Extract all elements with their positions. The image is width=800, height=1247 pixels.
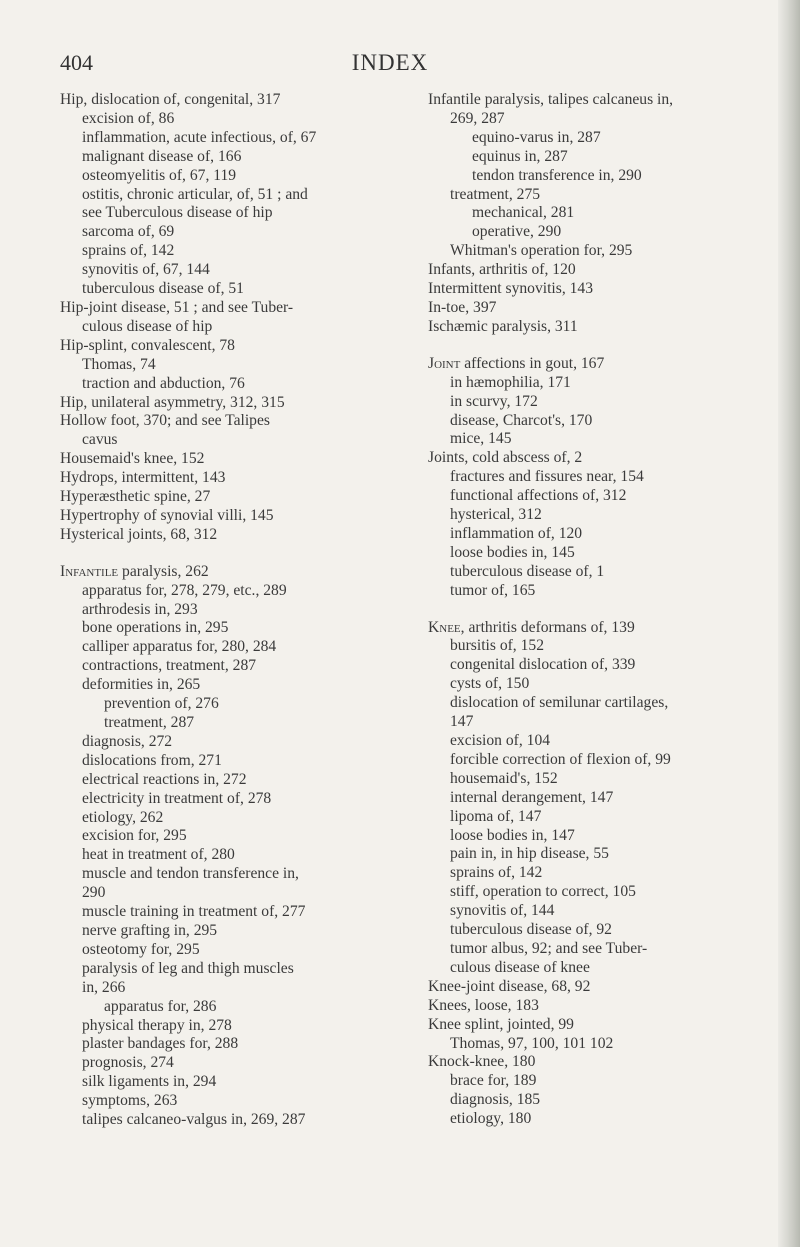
- index-subentry: [428, 656, 770, 675]
- entry-text: treatment, 275: [450, 185, 541, 203]
- entry-text: Hip-joint disease, 51 ; and see Tuber-: [60, 298, 294, 316]
- index-heading: [60, 450, 400, 469]
- index-subentry: [60, 790, 400, 809]
- index-heading: [428, 1053, 770, 1072]
- entry-text: dislocations from, 271: [82, 751, 222, 769]
- index-subentry: [60, 638, 400, 657]
- index-subentry: [428, 864, 770, 883]
- entry-text: bursitis of, 152: [450, 637, 544, 655]
- entry-text: sprains of, 142: [450, 864, 543, 882]
- section-gap: [60, 545, 400, 563]
- index-subentry: [60, 676, 400, 695]
- entry-text: brace for, 189: [450, 1072, 537, 1090]
- index-heading: [60, 526, 400, 545]
- entry-text: affections in gout, 167: [460, 354, 605, 372]
- index-subentry: [428, 902, 770, 921]
- index-subentry: [428, 694, 770, 713]
- entry-text: cysts of, 150: [450, 675, 530, 693]
- index-heading: [428, 997, 770, 1016]
- entry-text: Thomas, 74: [82, 355, 156, 373]
- index-heading: [60, 507, 400, 526]
- entry-text: equino-varus in, 287: [472, 128, 601, 146]
- index-subentry: [428, 506, 770, 525]
- entry-text: Infantile paralysis, talipes calcaneus in,: [428, 91, 674, 108]
- index-subentry: [428, 186, 770, 205]
- entry-text: diagnosis, 272: [82, 732, 173, 750]
- entry-text: 290: [82, 884, 106, 902]
- entry-text: see Tuberculous disease of hip: [82, 204, 273, 222]
- index-subentry: [60, 601, 400, 620]
- section-gap: [428, 337, 770, 355]
- entry-text: in, 266: [82, 978, 126, 996]
- index-subentry: [428, 1072, 770, 1091]
- index-subentry: [428, 393, 770, 412]
- entry-text: plaster bandages for, 288: [82, 1035, 239, 1053]
- entry-text: tumor of, 165: [450, 581, 536, 599]
- entry-text: deformities in, 265: [82, 676, 201, 694]
- entry-text: mechanical, 281: [472, 204, 575, 222]
- index-heading: [60, 299, 400, 318]
- entry-text: mice, 145: [450, 430, 512, 448]
- index-heading: [428, 449, 770, 468]
- entry-text: disease, Charcot's, 170: [450, 411, 593, 429]
- index-continuation: [60, 884, 400, 903]
- entry-text: dislocation of semilunar cartilages,: [450, 694, 669, 712]
- entry-text: nerve grafting in, 295: [82, 921, 218, 939]
- index-subentry: [428, 563, 770, 582]
- index-subentry: [60, 960, 400, 979]
- index-subentry: [428, 940, 770, 959]
- entry-text: Hysterical joints, 68, 312: [60, 525, 218, 543]
- entry-text: prevention of, 276: [104, 695, 219, 713]
- index-subentry: [428, 525, 770, 544]
- index-heading: [60, 412, 400, 431]
- index-heading: [60, 91, 400, 110]
- entry-text: loose bodies in, 145: [450, 543, 575, 561]
- index-subentry: [60, 922, 400, 941]
- entry-text: diagnosis, 185: [450, 1091, 541, 1109]
- entry-text: Hydrops, intermittent, 143: [60, 469, 226, 487]
- entry-text: Hip, dislocation of, congenital, 317: [60, 91, 281, 108]
- entry-text: Knees, loose, 183: [428, 996, 539, 1014]
- index-heading: [428, 280, 770, 299]
- index-continuation: [60, 318, 400, 337]
- entry-text: electricity in treatment of, 278: [82, 789, 272, 807]
- section-lead-word: Infantile: [60, 562, 119, 580]
- entry-text: stiff, operation to correct, 105: [450, 883, 636, 901]
- index-subentry: [428, 242, 770, 261]
- section-lead-word: Knee: [428, 618, 461, 636]
- index-subentry: [428, 582, 770, 601]
- entry-text: equinus in, 287: [472, 147, 568, 165]
- index-subentry: [60, 1017, 400, 1036]
- entry-text: synovitis of, 144: [450, 902, 555, 920]
- entry-text: prognosis, 274: [82, 1054, 174, 1072]
- index-continuation: [428, 713, 770, 732]
- page-edge-shadow: [778, 0, 800, 1247]
- entry-text: functional affections of, 312: [450, 487, 627, 505]
- index-heading: [60, 488, 400, 507]
- entry-text: electrical reactions in, 272: [82, 770, 247, 788]
- entry-text: in hæmophilia, 171: [450, 373, 571, 391]
- entry-text: sarcoma of, 69: [82, 223, 175, 241]
- index-heading: [428, 978, 770, 997]
- entry-text: excision for, 295: [82, 827, 187, 845]
- index-subentry: [60, 223, 400, 242]
- entry-text: Hyperæsthetic spine, 27: [60, 488, 211, 506]
- entry-text: housemaid's, 152: [450, 769, 558, 787]
- index-continuation: [428, 959, 770, 978]
- index-subentry: [428, 374, 770, 393]
- entry-text: apparatus for, 278, 279, etc., 289: [82, 581, 287, 599]
- entry-text: Joints, cold abscess of, 2: [428, 449, 583, 467]
- entry-text: ostitis, chronic articular, of, 51 ; and: [82, 185, 308, 203]
- index-continuation: [60, 979, 400, 998]
- index-subentry: [428, 770, 770, 789]
- entry-text: tendon transference in, 290: [472, 166, 642, 184]
- entry-text: Ischæmic paralysis, 311: [428, 317, 578, 335]
- index-continuation: [60, 204, 400, 223]
- index-continuation: [428, 110, 770, 129]
- index-subentry: [60, 1111, 400, 1130]
- entry-text: Infants, arthritis of, 120: [428, 261, 576, 279]
- entry-text: cavus: [82, 431, 118, 449]
- entry-text: In-toe, 397: [428, 298, 497, 316]
- entry-text: congenital dislocation of, 339: [450, 656, 636, 674]
- index-subentry: [428, 1035, 770, 1054]
- index-subentry: [428, 789, 770, 808]
- index-subentry: [428, 883, 770, 902]
- index-column-right: [428, 91, 770, 1129]
- entry-text: tumor albus, 92; and see Tuber-: [450, 939, 648, 957]
- entry-text: osteomyelitis of, 67, 119: [82, 166, 237, 184]
- entry-text: inflammation of, 120: [450, 524, 583, 542]
- index-subentry: [60, 1035, 400, 1054]
- index-subentry: [60, 941, 400, 960]
- index-subentry: [428, 1110, 770, 1129]
- entry-text: excision of, 86: [82, 109, 175, 127]
- entry-text: calliper apparatus for, 280, 284: [82, 638, 277, 656]
- entry-text: Whitman's operation for, 295: [450, 242, 633, 260]
- entry-text: hysterical, 312: [450, 506, 542, 524]
- index-subentry: [60, 1073, 400, 1092]
- index-subentry: [60, 167, 400, 186]
- entry-text: tuberculous disease of, 1: [450, 562, 605, 580]
- index-subentry: [60, 129, 400, 148]
- entry-text: culous disease of hip: [82, 317, 213, 335]
- index-subentry: [428, 751, 770, 770]
- section-gap: [428, 601, 770, 619]
- index-subentry: [428, 487, 770, 506]
- entry-text: heat in treatment of, 280: [82, 846, 235, 864]
- index-heading: [428, 91, 770, 110]
- index-subentry: [60, 827, 400, 846]
- index-subentry: [428, 148, 770, 167]
- entry-text: loose bodies in, 147: [450, 826, 575, 844]
- index-subentry: [428, 129, 770, 148]
- index-subentry: [60, 280, 400, 299]
- index-subentry: [60, 356, 400, 375]
- index-subentry: [428, 412, 770, 431]
- index-subentry: [428, 637, 770, 656]
- index-subentry: [428, 827, 770, 846]
- entry-text: 147: [450, 713, 474, 731]
- index-subentry: [428, 675, 770, 694]
- entry-text: tuberculous disease of, 51: [82, 280, 244, 298]
- index-subentry: [60, 846, 400, 865]
- index-subentry: [428, 1091, 770, 1110]
- entry-text: malignant disease of, 166: [82, 147, 242, 165]
- index-subentry: [60, 752, 400, 771]
- entry-text: synovitis of, 67, 144: [82, 261, 210, 279]
- entry-text: treatment, 287: [104, 714, 195, 731]
- index-subentry: [60, 865, 400, 884]
- entry-text: Intermittent synovitis, 143: [428, 280, 594, 298]
- entry-text: muscle and tendon transference in,: [82, 865, 299, 883]
- index-subentry: [60, 733, 400, 752]
- index-subentry: [428, 430, 770, 449]
- index-subentry: [428, 204, 770, 223]
- index-subentry: [60, 110, 400, 129]
- entry-text: etiology, 262: [82, 808, 164, 826]
- entry-text: osteotomy for, 295: [82, 940, 200, 958]
- entry-text: muscle training in treatment of, 277: [82, 903, 306, 921]
- entry-text: internal derangement, 147: [450, 788, 614, 806]
- index-subentry: [60, 809, 400, 828]
- entry-text: Thomas, 97, 100, 101 102: [450, 1034, 614, 1052]
- index-subentry: [428, 468, 770, 487]
- entry-text: forcible correction of flexion of, 99: [450, 750, 671, 768]
- entry-text: pain in, in hip disease, 55: [450, 845, 609, 863]
- entry-text: operative, 290: [472, 223, 562, 241]
- entry-text: paralysis, 262: [118, 562, 209, 580]
- entry-text: Knock-knee, 180: [428, 1053, 536, 1071]
- index-subentry: [60, 657, 400, 676]
- entry-text: apparatus for, 286: [104, 997, 217, 1015]
- index-heading: [428, 1016, 770, 1035]
- entry-text: etiology, 180: [450, 1110, 532, 1128]
- page-header: [60, 50, 720, 80]
- index-heading: [60, 337, 400, 356]
- entry-text: arthrodesis in, 293: [82, 600, 198, 618]
- entry-text: fractures and fissures near, 154: [450, 468, 644, 486]
- index-heading: [60, 469, 400, 488]
- entry-text: symptoms, 263: [82, 1092, 178, 1110]
- index-subentry: [428, 808, 770, 827]
- index-column-left: [60, 91, 400, 1130]
- entry-text: contractions, treatment, 287: [82, 657, 257, 675]
- index-subentry: [428, 223, 770, 242]
- running-head: INDEX: [351, 50, 429, 75]
- index-subentry: [60, 375, 400, 394]
- entry-text: in scurvy, 172: [450, 392, 538, 410]
- index-heading: [428, 355, 770, 374]
- entry-text: physical therapy in, 278: [82, 1016, 232, 1034]
- index-heading: [428, 261, 770, 280]
- index-subentry: [60, 148, 400, 167]
- entry-text: bone operations in, 295: [82, 619, 229, 637]
- index-subentry: [60, 903, 400, 922]
- entry-text: lipoma of, 147: [450, 807, 542, 825]
- index-heading: [60, 394, 400, 413]
- index-subentry: [428, 845, 770, 864]
- entry-text: culous disease of knee: [450, 958, 590, 976]
- index-heading: [60, 563, 400, 582]
- index-subentry: [60, 582, 400, 601]
- entry-text: silk ligaments in, 294: [82, 1073, 217, 1091]
- entry-text: , arthritis deformans of, 139: [460, 618, 635, 636]
- entry-text: Housemaid's knee, 152: [60, 450, 205, 468]
- index-subentry: [60, 1054, 400, 1073]
- entry-text: Hollow foot, 370; and see Talipes: [60, 412, 270, 430]
- index-subentry: [428, 921, 770, 940]
- index-subentry: [60, 261, 400, 280]
- entry-text: talipes calcaneo-valgus in, 269, 287: [82, 1111, 306, 1129]
- entry-text: sprains of, 142: [82, 242, 175, 260]
- index-heading: [428, 299, 770, 318]
- index-subentry: [428, 167, 770, 186]
- index-subentry: [60, 186, 400, 205]
- entry-text: 269, 287: [450, 109, 505, 127]
- section-lead-word: Joint: [428, 354, 461, 372]
- entry-text: Hip-splint, convalescent, 78: [60, 336, 235, 354]
- entry-text: paralysis of leg and thigh muscles: [82, 959, 294, 977]
- index-heading: [428, 318, 770, 337]
- entry-text: Hip, unilateral asymmetry, 312, 315: [60, 393, 285, 411]
- index-subentry: [60, 771, 400, 790]
- index-subentry: [60, 1092, 400, 1111]
- index-subentry: [60, 695, 400, 714]
- index-subentry: [60, 714, 400, 733]
- entry-text: Hypertrophy of synovial villi, 145: [60, 506, 274, 524]
- index-subentry: [428, 544, 770, 563]
- entry-text: inflammation, acute infectious, of, 67: [82, 128, 317, 146]
- entry-text: Knee-joint disease, 68, 92: [428, 977, 591, 995]
- index-continuation: [60, 431, 400, 450]
- index-subentry: [60, 998, 400, 1017]
- page-number: 404: [60, 50, 93, 75]
- entry-text: Knee splint, jointed, 99: [428, 1015, 574, 1033]
- entry-text: excision of, 104: [450, 732, 551, 749]
- index-subentry: [428, 732, 770, 751]
- entry-text: tuberculous disease of, 92: [450, 921, 612, 939]
- index-subentry: [60, 619, 400, 638]
- entry-text: traction and abduction, 76: [82, 374, 245, 392]
- index-subentry: [60, 242, 400, 261]
- index-heading: [428, 619, 770, 638]
